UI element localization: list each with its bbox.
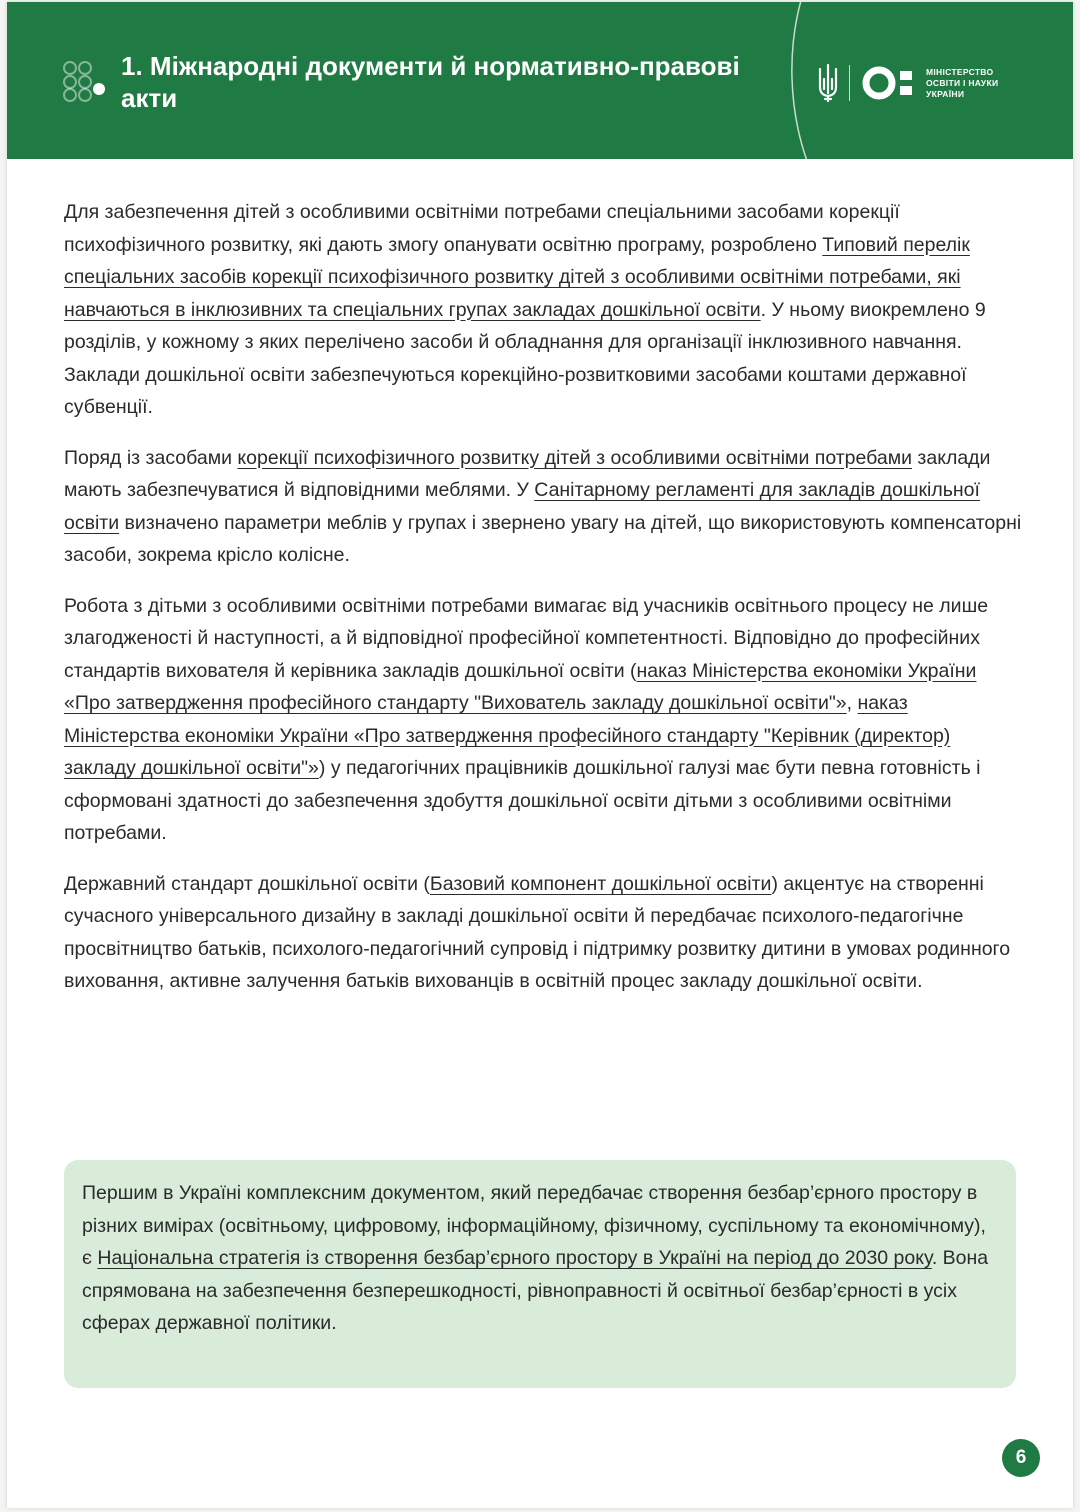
molecule-dots-icon: [61, 58, 107, 104]
page-header: [7, 2, 1073, 159]
paragraph-text: . У ньому виокремлено 9 розділів, у кожному з яких перелічено засоби й обладнання для організації інклюзивного навчання. Заклади дошкільної освіти забезпечуються корекційно-розвитковими засобами коштами державної субвенції.: [64, 298, 986, 418]
paragraph-text: ,: [846, 692, 858, 714]
educator-standard-link[interactable]: наказ Міністерства економіки України «Про затвердження професійного стандарту "Вихователь закладу дошкільної освіти"»: [64, 659, 977, 714]
paragraph-text: заклади мають забезпечуватися й відповідними меблями. У: [64, 446, 991, 501]
ministry-name-line: ОСВІТИ І НАУКИ: [926, 77, 999, 88]
paragraph-text: Поряд із засобами: [64, 446, 238, 469]
basic-component-link[interactable]: Базовий компонент дошкільної освіти: [429, 872, 772, 895]
main-content: [64, 196, 1024, 1016]
ministry-name: [926, 67, 1026, 100]
national-strategy-link[interactable]: Національна стратегія із створення безбар’єрного простору в Україні на період до 2030 року: [97, 1247, 932, 1269]
document-page: [7, 2, 1073, 1508]
paragraph-competence: [64, 590, 1024, 850]
page-number-badge: 6: [1002, 1439, 1040, 1477]
paragraph-text: Державний стандарт дошкільної освіти (: [64, 872, 430, 895]
ukraine-trident-icon: [817, 63, 839, 103]
ministry-name-line: МІНІСТЕРСТВО: [926, 66, 994, 77]
ministry-brand: [817, 60, 1026, 106]
ministry-logo-icon: [862, 65, 918, 101]
paragraph-text: визначено параметри меблів у групах і звернено увагу на дітей, що використовують компенсаторні засоби, зокрема крісло колісне.: [64, 511, 1022, 566]
callout-text-part: . Вона спрямована на забезпечення безперешкодності, рівноправності й освітньої безбар’єрності в усіх сферах державної політики.: [82, 1247, 989, 1334]
typical-list-link[interactable]: Типовий перелік спеціальних засобів корекції психофізичного розвитку дітей з особливими освітніми потребами, які навчаються в інклюзивних та спеціальних групах закладах дошкільної освіти: [64, 233, 970, 321]
sanitary-regulation-link[interactable]: Санітарному регламенті для закладів дошкільної освіти: [64, 479, 980, 534]
highlight-callout: [64, 1160, 1016, 1388]
section-title: 1. Міжнародні документи й нормативно-правові акти: [121, 51, 740, 113]
paragraph-furniture: [64, 442, 1024, 572]
paragraph-text: ) у педагогічних працівників дошкільної галузі має бути певна готовність і сформовані здатності до забезпечення здобуття дошкільної освіти дітьми з особливими освітніми потребами.: [64, 757, 981, 844]
correction-link[interactable]: корекції психофізичного розвитку дітей з особливими освітніми потребами: [237, 446, 912, 469]
paragraph-state-standard: [64, 868, 1024, 998]
callout-text-part: Першим в Україні комплексним документом, який передбачає створення безбар’єрного простору в різних вимірах (освітньому, цифровому, інформаційному, фізичному, суспільному та економічному), є: [82, 1182, 986, 1269]
director-standard-link[interactable]: наказ Міністерства економіки України «Про затвердження професійного стандарту "Керівник (директор) закладу дошкільної освіти"»: [64, 692, 951, 779]
brand-divider: [849, 65, 850, 101]
paragraph-text: Для забезпечення дітей з особливими освітніми потребами спеціальними засобами корекції психофізичного розвитку, які дають змогу опанувати освітню програму, розроблено: [64, 201, 900, 256]
paragraph-text: Робота з дітьми з особливими освітніми потребами вимагає від учасників освітнього процесу не лише злагодженості й наступності, а й відповідної професійної компетентності. Відповідно до професійних стандартів вихователя й керівника закладів дошкільної освіти (: [64, 594, 989, 682]
paragraph-text: ) акцентує на створенні сучасного універсального дизайну в закладі дошкільної освіти й передбачає психолого-педагогічне просвітництво батьків, психолого-педагогічний супровід і підтримку розвитку дитини в умовах родинного виховання, активне залучення батьків вихованців в освітній процес закладу дошкільної освіти.: [64, 872, 1011, 992]
callout-text: [82, 1177, 996, 1340]
paragraph-supplies: [64, 196, 1024, 424]
ministry-name-line: УКРАЇНИ: [926, 88, 965, 99]
